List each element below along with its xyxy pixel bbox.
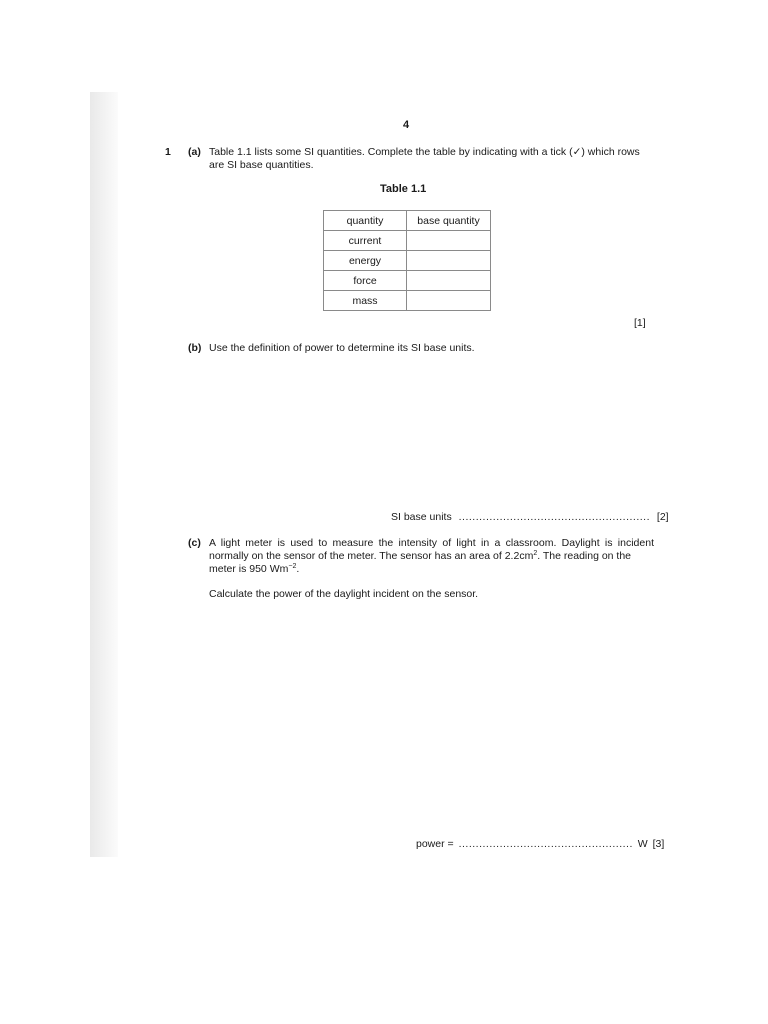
power-answer-field[interactable]: ................................................... xyxy=(458,838,633,850)
part-c-label: (c) xyxy=(188,537,201,549)
part-a-text-line1: Table 1.1 lists some SI quantities. Complete the table by indicating with a tick (✓) which rows xyxy=(209,146,640,158)
part-c-instruction: Calculate the power of the daylight incident on the sensor. xyxy=(209,588,479,600)
part-c-line3-tail: . xyxy=(296,563,300,575)
si-base-units-label: SI base units xyxy=(391,511,452,523)
part-a-question xyxy=(209,146,654,172)
quantity-cell: energy xyxy=(324,251,407,271)
page-shadow-edge xyxy=(90,92,118,857)
part-c-text-line3 xyxy=(209,563,654,576)
tick-cell[interactable] xyxy=(407,291,491,311)
tick-cell[interactable] xyxy=(407,251,491,271)
part-c-line2-tail: . The reading on the xyxy=(537,550,632,562)
area-unit-exponent: 2 xyxy=(533,550,538,557)
header-base-quantity: base quantity xyxy=(407,211,491,231)
table-row xyxy=(324,271,491,291)
part-c-question xyxy=(209,537,654,576)
part-b-question: Use the definition of power to determine its SI base units. xyxy=(209,342,475,354)
question-number: 1 xyxy=(165,146,171,158)
table-row xyxy=(324,251,491,271)
part-c-line2-text: normally on the sensor of the meter. The sensor has an area of 2.2cm xyxy=(209,550,534,562)
part-c-answer-line xyxy=(416,838,664,850)
tick-cell[interactable] xyxy=(407,271,491,291)
intensity-unit-exponent: −2 xyxy=(288,563,297,570)
part-c-marks: [3] xyxy=(652,838,665,850)
part-a-marks: [1] xyxy=(634,317,646,329)
part-a-text-line2: are SI base quantities. xyxy=(209,159,314,171)
part-b-answer-line xyxy=(391,511,669,523)
table-header-row xyxy=(324,211,491,231)
part-c-text-line2 xyxy=(209,550,654,563)
si-base-units-answer-field[interactable]: ........................................................ xyxy=(458,511,650,523)
part-a-label: (a) xyxy=(188,146,201,158)
quantity-cell: mass xyxy=(324,291,407,311)
part-b-marks: [2] xyxy=(656,511,669,523)
si-quantities-table xyxy=(323,210,491,311)
table-caption: Table 1.1 xyxy=(380,183,427,195)
quantity-cell: current xyxy=(324,231,407,251)
table-row xyxy=(324,291,491,311)
part-b-label: (b) xyxy=(188,342,202,354)
power-label: power = xyxy=(416,838,454,850)
power-unit: W xyxy=(637,838,648,850)
exam-page xyxy=(90,92,768,857)
part-c-text-line1: A light meter is used to measure the intensity of light in a classroom. Daylight is incident xyxy=(209,537,654,549)
tick-cell[interactable] xyxy=(407,231,491,251)
part-c-line3-text: meter is 950 Wm xyxy=(209,563,289,575)
page-number: 4 xyxy=(403,119,410,131)
quantity-cell: force xyxy=(324,271,407,291)
header-quantity: quantity xyxy=(324,211,407,231)
table-row xyxy=(324,231,491,251)
